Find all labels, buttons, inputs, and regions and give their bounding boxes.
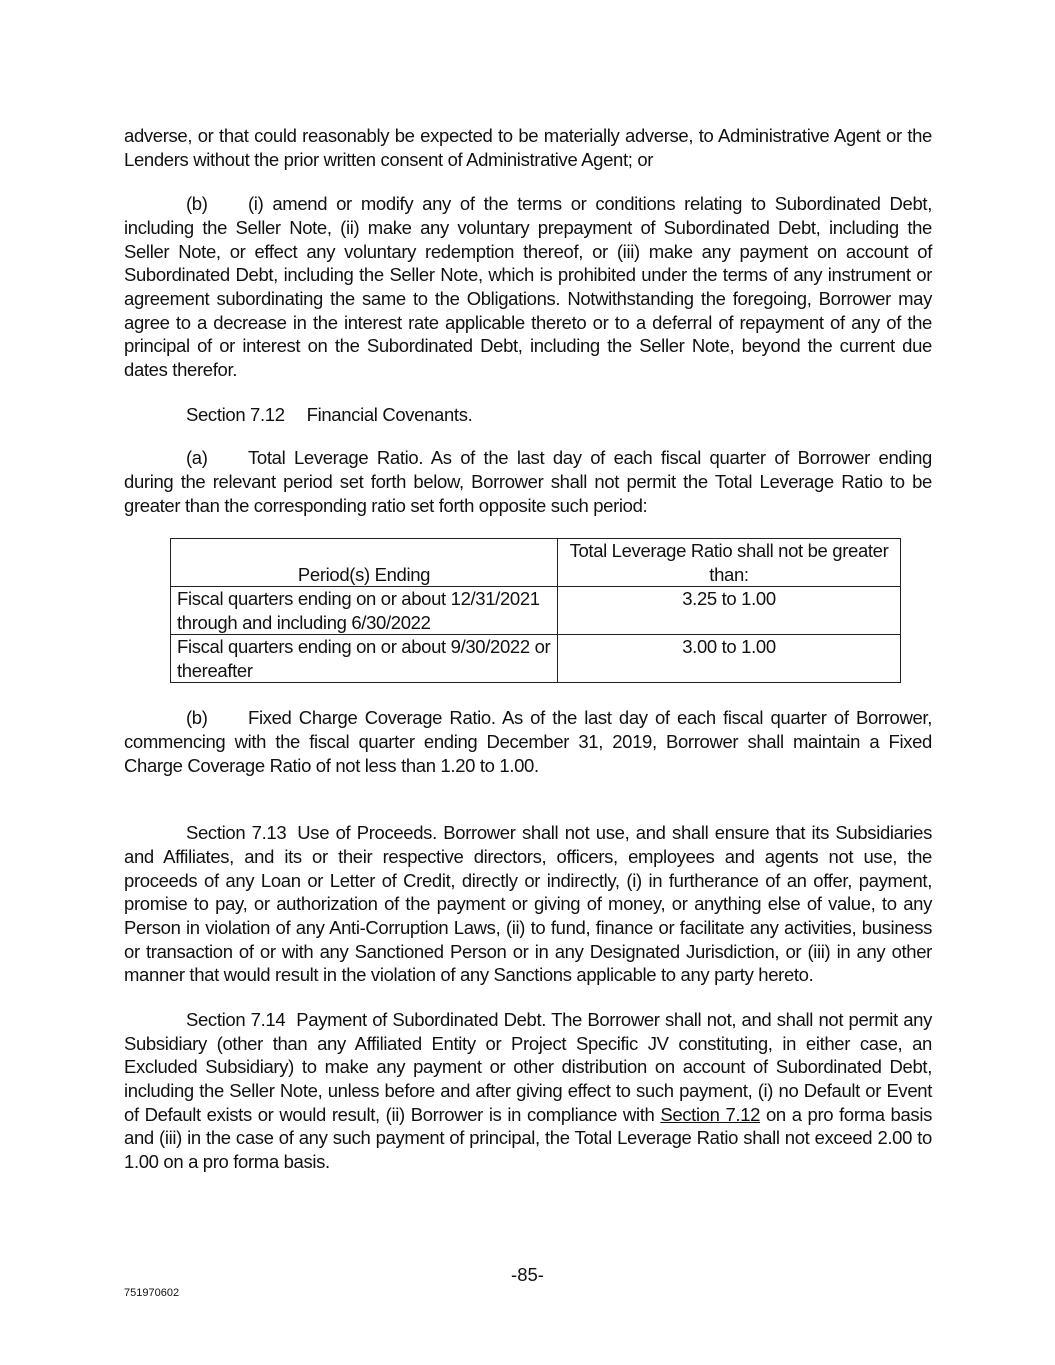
section-text: Use of Proceeds. Borrower shall not use, and shall ensure that its Subsidiaries and Affiliates, and its or their respective directors, officers, employees and agents not use, the proceeds of any Loan or Letter of Credit, directly or indirectly, (i) in furtherance of an offer, payment, promise to pay, or authorization of the payment or giving of money, or anything else of value, to any Person in violation of any Anti-Corruption Laws, (ii) to fund, finance or facilitate any activities, business or transaction of or with any Sanctioned Person or in any Designated Jurisdiction, or (iii) in any other manner that would result in the violation of any Sanctions applicable to any party hereto. bbox=[124, 822, 933, 986]
table-row bbox=[171, 635, 901, 683]
document-page bbox=[124, 124, 932, 1195]
section-number: Section 7.13 bbox=[186, 822, 287, 844]
paragraph-adverse: adverse, or that could reasonably be expected to be materially adverse, to Administrative Agent or the Lenders without the prior written consent of Administrative Agent; or bbox=[124, 125, 932, 170]
table-cell-period: Fiscal quarters ending on or about 12/31/2021 through and including 6/30/2022 bbox=[171, 587, 558, 635]
table-cell-ratio: 3.25 to 1.00 bbox=[558, 587, 901, 635]
paragraph-b-subordinated-debt bbox=[124, 192, 932, 382]
section-7-12-heading bbox=[124, 403, 932, 427]
column-header-ratio: Total Leverage Ratio shall not be greater than: bbox=[558, 539, 901, 587]
paragraph-b-fixed-charge bbox=[124, 706, 932, 777]
clause-label: (a) bbox=[186, 447, 208, 469]
section-7-13-paragraph bbox=[124, 821, 932, 987]
section-text: Payment of Subordinated Debt. The Borrower shall not, and shall not permit any Subsidiary (other than any Affiliated Entity or Project Specific JV constituting, in either case, an Excluded Subsidiary) to make any payment or other distribution on account of Subordinated Debt, including the Seller Note, unless before and after giving effect to such payment, (i) no Default or Event of Default exists or would result, (ii) Borrower is in compliance with bbox=[124, 1008, 932, 1125]
paragraph-a-total-leverage bbox=[124, 446, 932, 517]
clause-label: (b) bbox=[186, 707, 208, 729]
clause-text: Total Leverage Ratio. As of the last day of each fiscal quarter of Borrower ending during the relevant period set forth below, Borrower shall not permit the Total Leverage Ratio to be greater than the corresponding ratio set forth opposite such period: bbox=[124, 447, 932, 516]
clause-text: (i) amend or modify any of the terms or conditions relating to Subordinated Debt, including the Seller Note, (ii) make any voluntary prepayment of Subordinated Debt, including the Seller Note, or effect any voluntary redemption thereof, or (iii) make any payment on account of Subordinated Debt, including the Seller Note, which is prohibited under the terms of any instrument or agreement subordinating the same to the Obligations. Notwithstanding the foregoing, Borrower may agree to a decrease in the interest rate applicable thereto or to a deferral of repayment of any of the principal of or interest on the Subordinated Debt, including the Seller Note, beyond the current due dates therefor. bbox=[124, 193, 932, 381]
table-header-row bbox=[171, 539, 901, 587]
section-text-continued: on a pro forma basis and (iii) in the case of any such payment of principal, the Total Leverage Ratio shall not exceed 2.00 to 1.00 on a pro forma basis. bbox=[124, 1103, 932, 1173]
table-cell-period: Fiscal quarters ending on or about 9/30/2022 or thereafter bbox=[171, 635, 558, 683]
section-title: Financial Covenants. bbox=[306, 403, 473, 425]
page-number: -85- bbox=[511, 1264, 544, 1285]
section-number: Section 7.12 bbox=[186, 403, 285, 425]
table-cell-ratio: 3.00 to 1.00 bbox=[558, 635, 901, 683]
section-number: Section 7.14 bbox=[186, 1008, 286, 1030]
document-id: 751970602 bbox=[124, 1287, 180, 1299]
clause-label: (b) bbox=[186, 193, 208, 215]
section-7-14-paragraph bbox=[124, 1008, 932, 1174]
table-row bbox=[171, 587, 901, 635]
clause-text: Fixed Charge Coverage Ratio. As of the last day of each fiscal quarter of Borrower, commencing with the fiscal quarter ending December 31, 2019, Borrower shall maintain a Fixed Charge Coverage Ratio of not less than 1.20 to 1.00. bbox=[124, 707, 932, 776]
column-header-period: Period(s) Ending bbox=[171, 539, 558, 587]
leverage-ratio-table bbox=[170, 538, 901, 683]
section-cross-reference: Section 7.12 bbox=[660, 1103, 761, 1125]
